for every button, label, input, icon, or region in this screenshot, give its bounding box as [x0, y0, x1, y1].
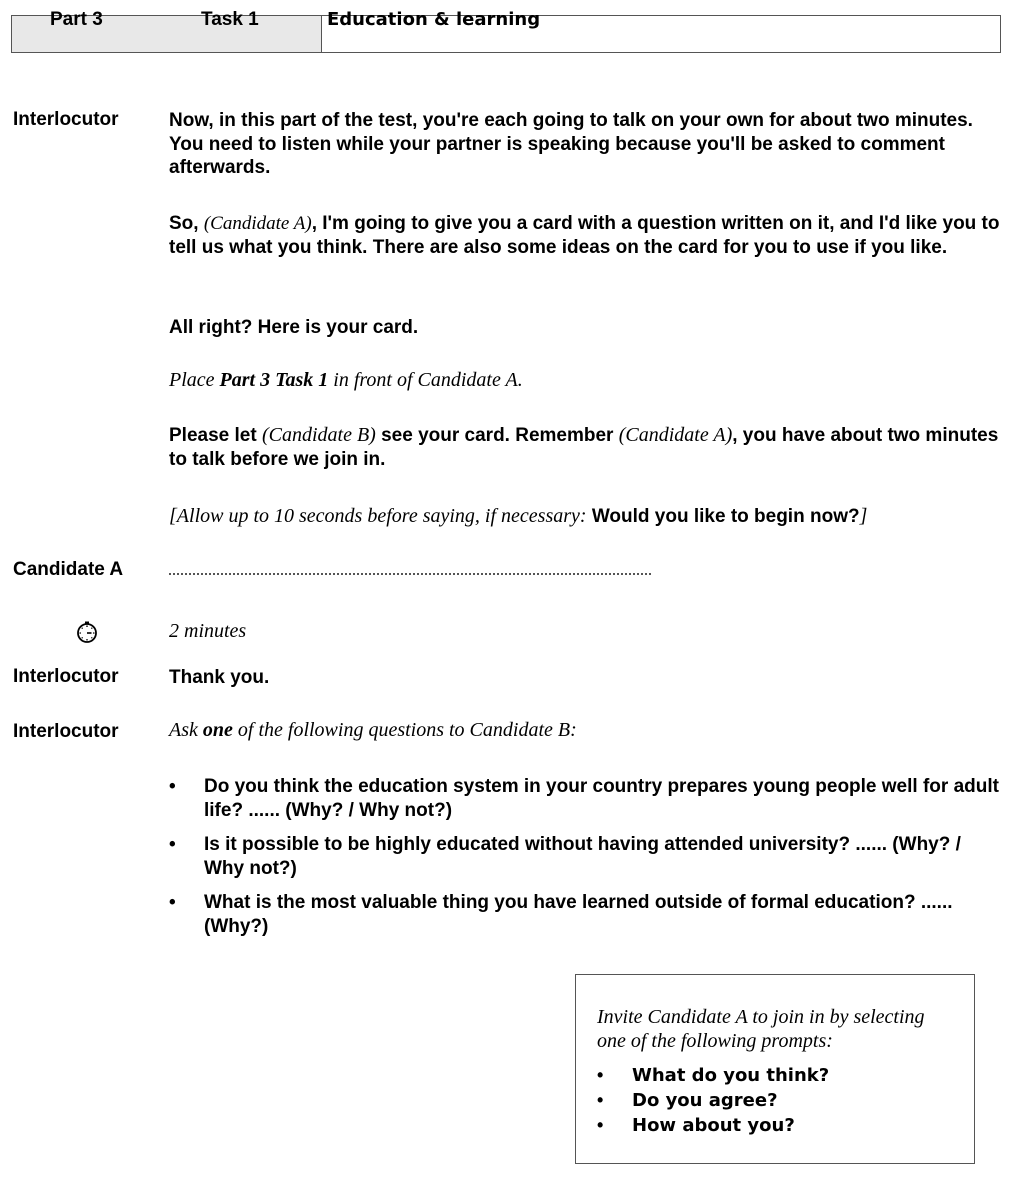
question-list [169, 775, 999, 949]
instruction-ask: Ask one of the following questions to Candidate B: [169, 719, 577, 741]
list-item: • Is it possible to be highly educated without having attended university? ...... (Why? / Why not?) [169, 834, 961, 879]
prompt-box-intro: Invite Candidate A to join in by selecting one of the following prompts: [597, 1006, 925, 1052]
intro-paragraph-1: Now, in this part of the test, you're each going to talk on your own for about two minutes. You need to listen while your partner is speaking because you'll be asked to comment afterwards. [169, 110, 973, 178]
speaker-label-interlocutor: Interlocutor [13, 109, 119, 130]
list-item: • How about you? [597, 1115, 795, 1136]
header-topic: Education & learning [327, 9, 541, 30]
intro-paragraph-2: So, (Candidate A), I'm going to give you a card with a question written on it, and I'd like you to tell us what you think. There are also some ideas on the card for you to use if you like. [169, 213, 1000, 258]
intro-paragraph-5: Please let (Candidate B) see your card. Remember (Candidate A), you have about two minutes to talk before we join in. [169, 424, 999, 470]
intro-paragraph-3: All right? Here is your card. [169, 317, 419, 338]
header-task: Task 1 [201, 9, 259, 30]
response-dotted-line [169, 557, 651, 575]
speaker-label-interlocutor: Interlocutor [13, 721, 119, 742]
list-item: • What is the most valuable thing you have learned outside of formal education? ...... (Why?) [169, 892, 953, 937]
prompt-list [597, 1063, 829, 1138]
instruction-place-card: Place Part 3 Task 1 in front of Candidate A. [169, 369, 523, 391]
thanks-text: Thank you. [169, 667, 270, 688]
speaker-label-interlocutor: Interlocutor [13, 666, 119, 687]
stopwatch-icon [76, 621, 98, 643]
list-item: • What do you think? [597, 1065, 830, 1086]
prompt-box [575, 974, 975, 1164]
timer-text: 2 minutes [169, 620, 247, 642]
list-item: • Do you agree? [597, 1090, 778, 1111]
instruction-begin: [Allow up to 10 seconds before saying, if necessary: Would you like to begin now?] [169, 505, 868, 527]
list-item: • Do you think the education system in your country prepares young people well for adult life? ...... (Why? / Why not?) [169, 776, 999, 821]
header-part: Part 3 [50, 9, 103, 30]
speaker-label-candidate-a: Candidate A [13, 559, 124, 580]
